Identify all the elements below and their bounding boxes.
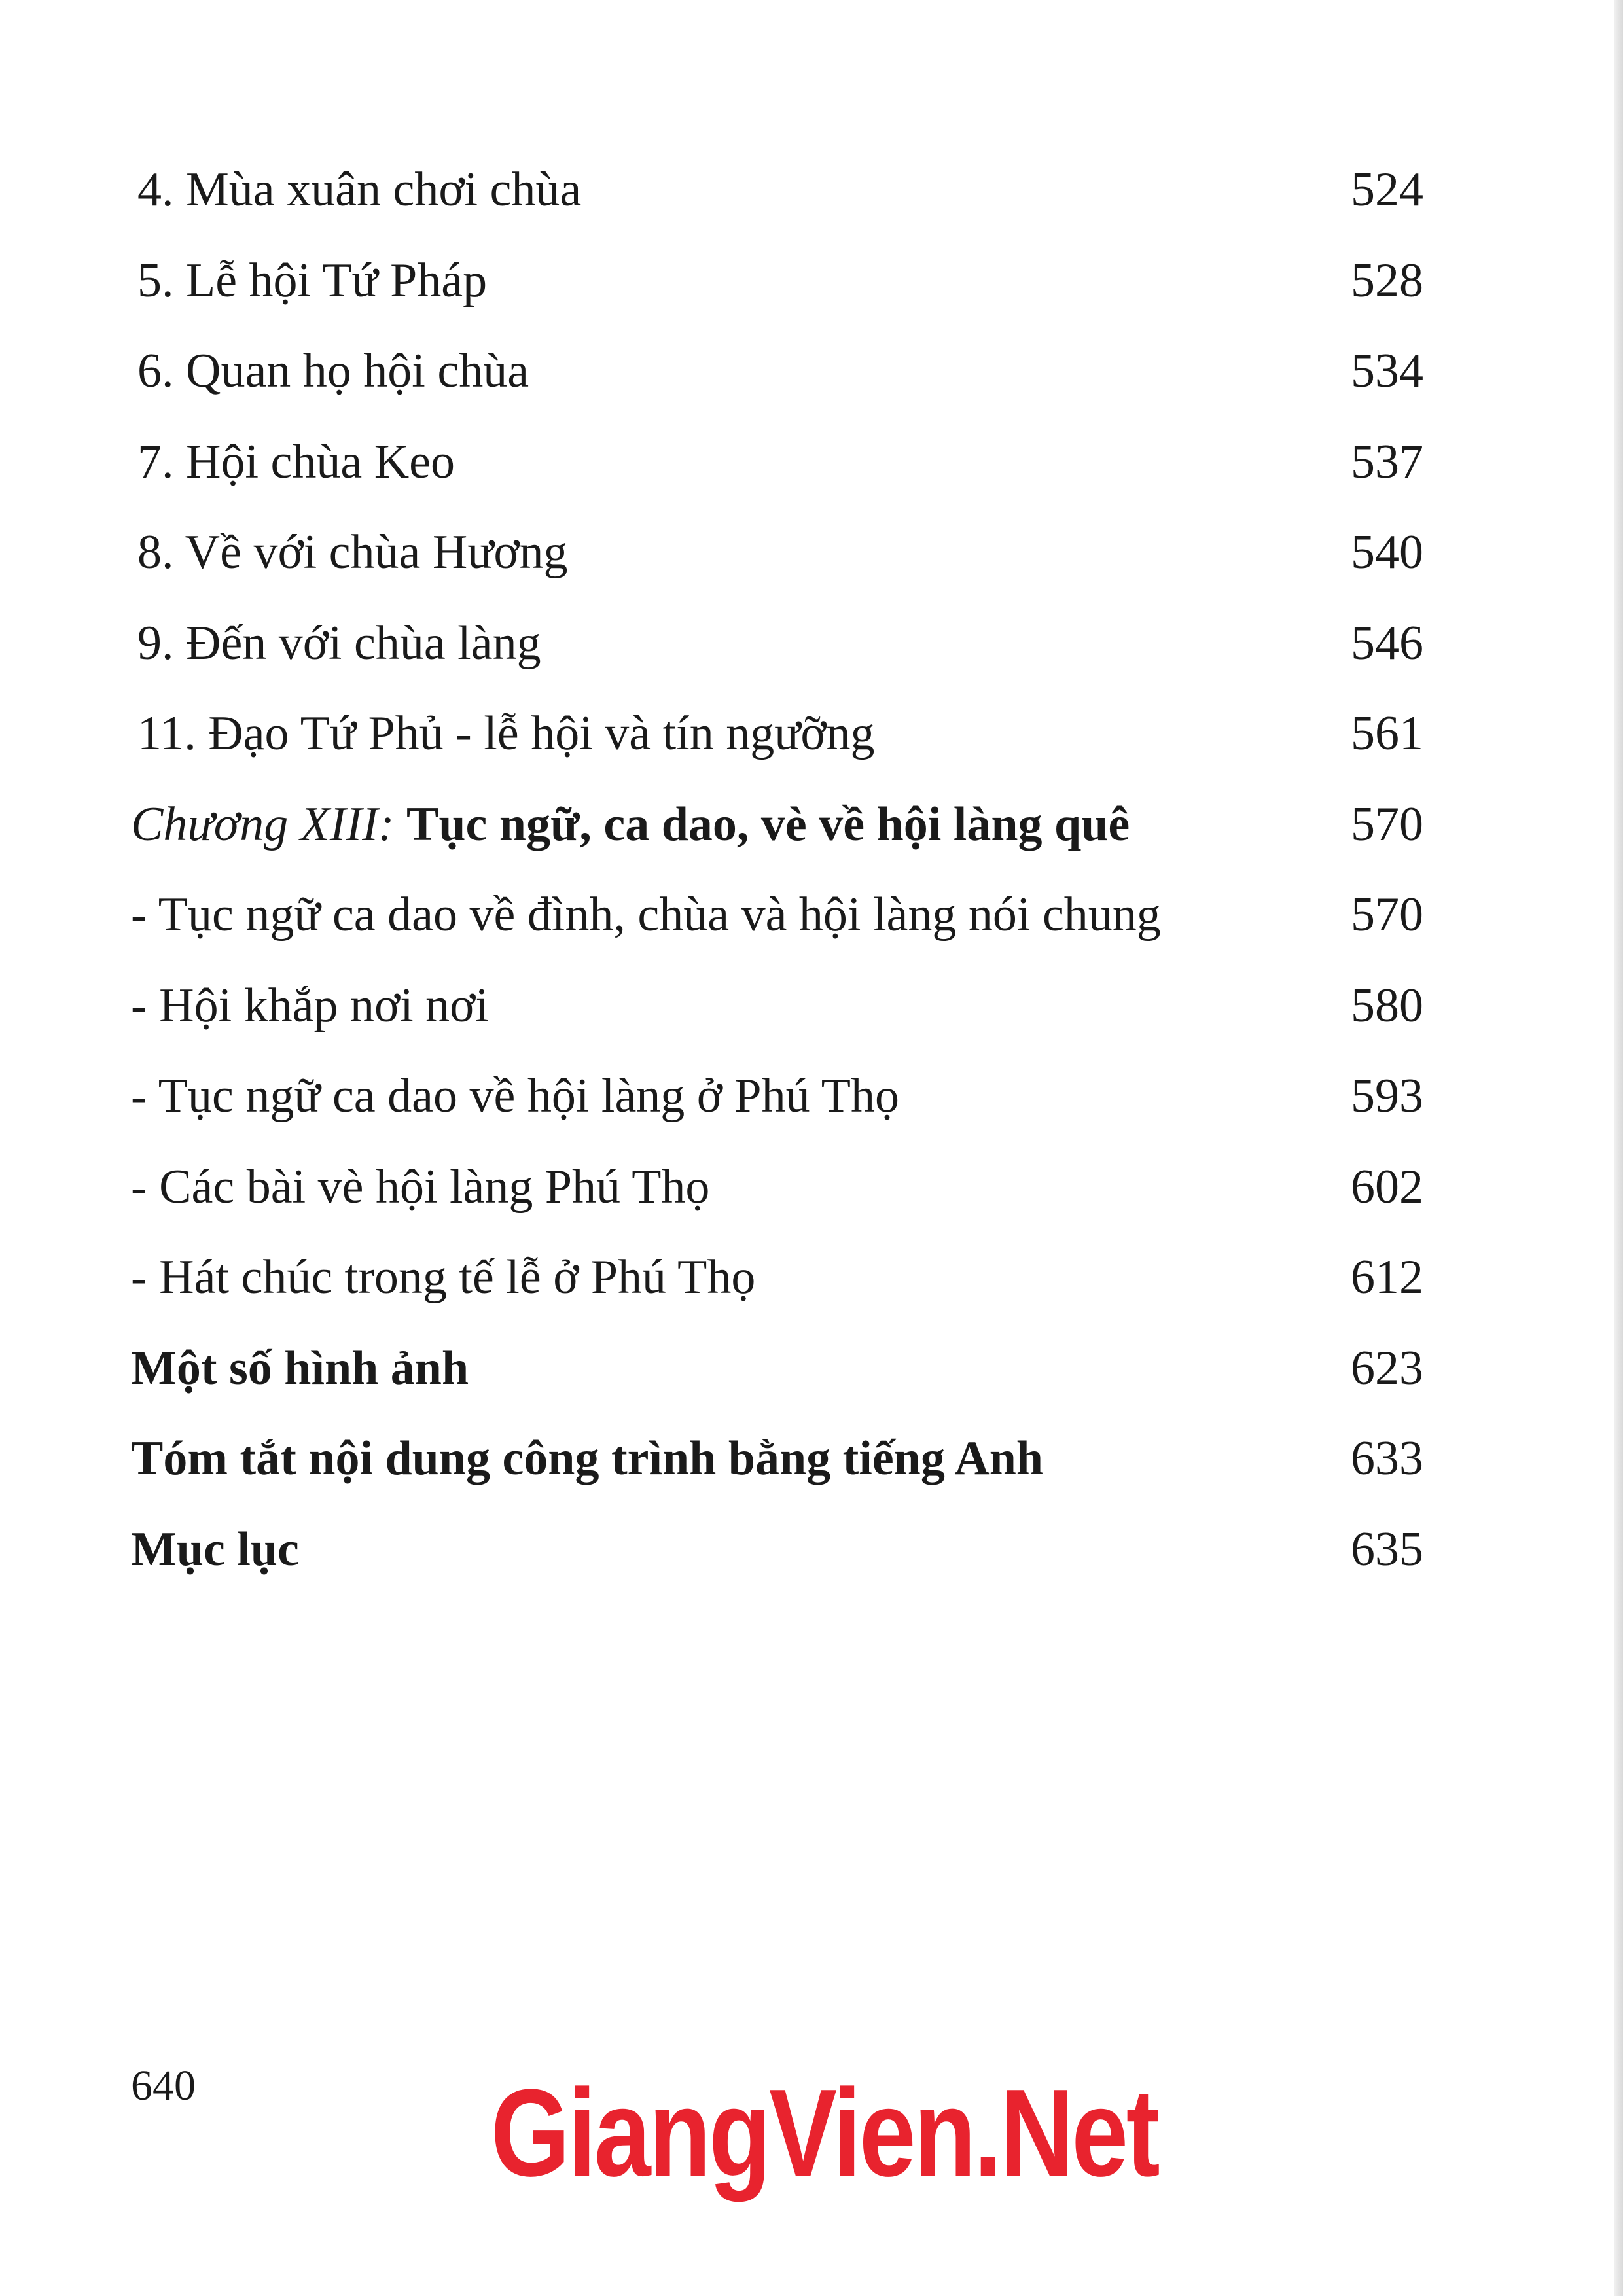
toc-bold-entry[interactable] [131,1517,1423,1608]
page-edge-shadow [1614,0,1623,2296]
chapter-name: Tục ngữ, ca dao, vè về hội làng quê [406,797,1130,851]
toc-entry-title: 8. Về với chùa Hương [137,525,568,579]
toc-entry-page: 546 [1351,616,1423,670]
toc-entry-page: 580 [1351,978,1423,1033]
toc-entry-title: 11. Đạo Tứ Phủ - lễ hội và tín ngưỡng [137,707,875,760]
toc-entry-page: 602 [1351,1159,1423,1214]
toc-entry[interactable] [131,157,1423,248]
toc-sub-entry[interactable] [131,973,1423,1064]
toc-sub-entry[interactable] [131,1063,1423,1154]
toc-entry-title: - Các bài vè hội làng Phú Thọ [131,1159,710,1214]
toc-entry-title: 5. Lễ hội Tứ Pháp [137,253,488,308]
toc-entry-title: Tóm tắt nội dung công trình bằng tiếng Anh [131,1432,1044,1485]
toc-entry-title: - Hội khắp nơi nơi [131,978,489,1033]
toc-entry-title: 4. Mùa xuân chơi chùa [137,163,582,217]
chapter-prefix: Chương XIII: [131,797,395,851]
toc-entry-page: 540 [1351,525,1423,579]
table-of-contents [131,157,1423,1607]
toc-entry-page: 612 [1351,1250,1423,1304]
toc-bold-entry[interactable] [131,1335,1423,1426]
toc-entry-title: - Hát chúc trong tế lễ ở Phú Thọ [131,1250,756,1304]
toc-entry-title: - Tục ngữ ca dao về hội làng ở Phú Thọ [131,1069,899,1123]
toc-entry-page: 633 [1351,1432,1423,1485]
toc-sub-entry[interactable] [131,1245,1423,1335]
toc-entry-page: 635 [1351,1522,1423,1576]
toc-entry[interactable] [131,248,1423,339]
toc-entry-page: 534 [1351,344,1423,398]
toc-entry-page: 524 [1351,163,1423,217]
toc-entry[interactable] [131,610,1423,701]
toc-entry-title: 9. Đến với chùa làng [137,616,541,670]
toc-entry-title: 7. Hội chùa Keo [137,434,455,489]
toc-entry-page: 561 [1351,707,1423,760]
toc-entry[interactable] [131,520,1423,610]
toc-sub-entry[interactable] [131,882,1423,973]
chapter-title [131,792,1130,857]
watermark-logo: GiangVien.Net [491,2064,1158,2202]
toc-entry[interactable] [131,701,1423,792]
toc-entry[interactable] [131,338,1423,429]
toc-chapter-heading[interactable] [131,792,1423,883]
footer-page-number: 640 [131,2062,196,2110]
toc-entry-page: 593 [1351,1069,1423,1123]
toc-entry-page: 528 [1351,253,1423,308]
toc-sub-entry[interactable] [131,1154,1423,1245]
toc-entry-title: - Tục ngữ ca dao về đình, chùa và hội làng nói chung [131,888,1161,942]
toc-entry-page: 537 [1351,434,1423,489]
toc-entry-page: 570 [1351,797,1423,851]
toc-bold-entry[interactable] [131,1426,1423,1517]
toc-entry-page: 623 [1351,1341,1423,1395]
toc-entry-title: Một số hình ảnh [131,1341,469,1395]
toc-entry[interactable] [131,429,1423,520]
toc-entry-title: 6. Quan họ hội chùa [137,344,529,398]
toc-entry-page: 570 [1351,888,1423,942]
toc-entry-title: Mục lục [131,1522,299,1576]
